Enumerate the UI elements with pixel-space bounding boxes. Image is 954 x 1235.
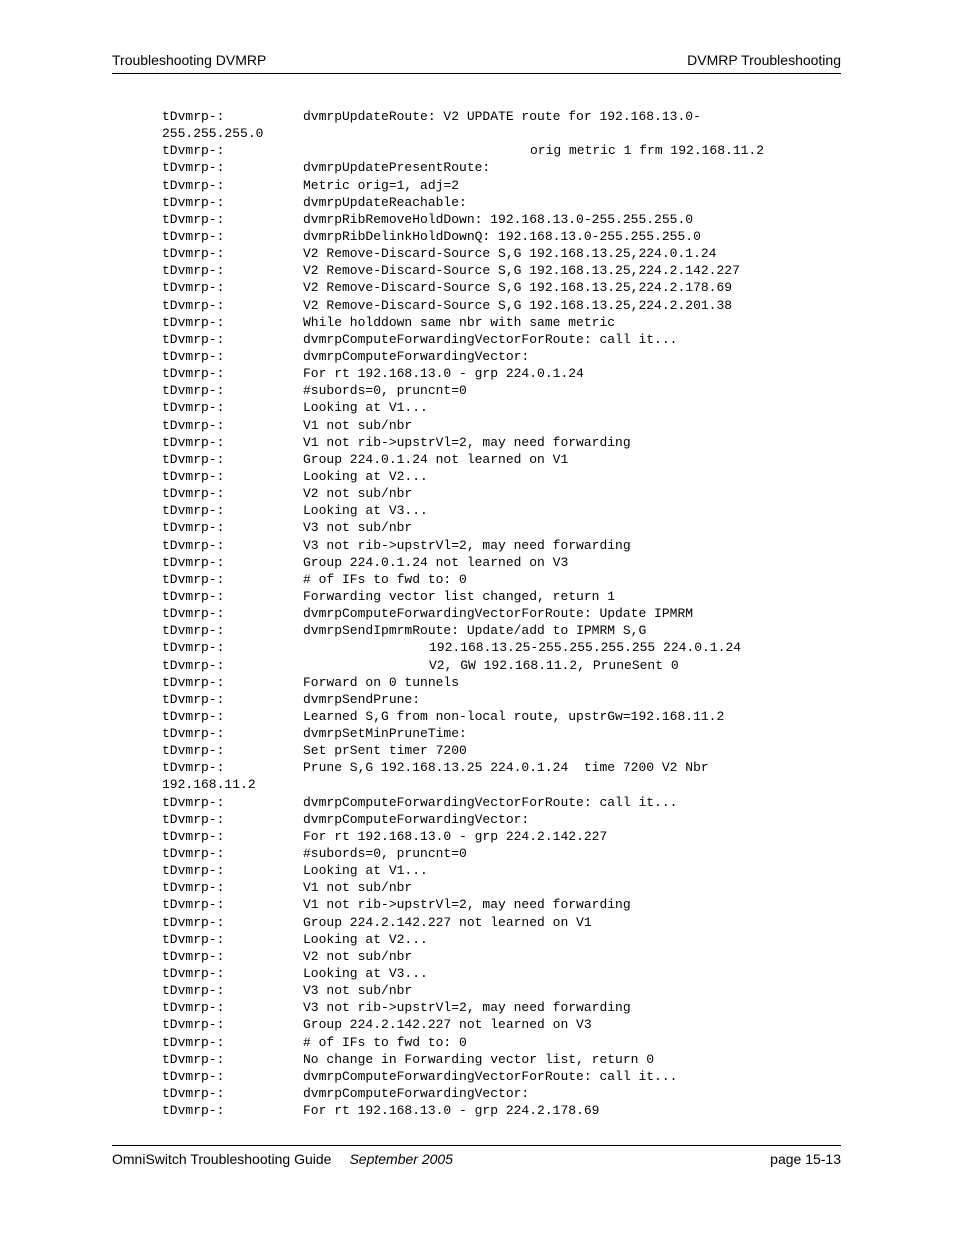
log-message: Set prSent timer 7200 [303, 743, 467, 759]
log-message: Metric orig=1, adj=2 [303, 177, 460, 193]
log-line [162, 211, 842, 228]
log-source: tDvmrp-: [162, 246, 225, 262]
log-source: tDvmrp-: [162, 674, 225, 690]
log-message: dvmrpRibRemoveHoldDown: 192.168.13.0-255.255.255.0 [303, 211, 694, 227]
log-source: tDvmrp-: [162, 846, 225, 862]
log-source: tDvmrp-: [162, 503, 225, 519]
log-message: Group 224.0.1.24 not learned on V1 [303, 451, 569, 467]
log-source: tDvmrp-: [162, 331, 225, 347]
log-line [162, 262, 842, 279]
log-source: tDvmrp-: [162, 1017, 225, 1033]
log-source: tDvmrp-: [162, 863, 225, 879]
log-line [162, 982, 842, 999]
log-line [162, 931, 842, 948]
log-source: tDvmrp-: [162, 451, 225, 467]
header-divider [112, 73, 841, 74]
log-message: V3 not rib->upstrVl=2, may need forwarding [303, 1000, 631, 1016]
log-message: orig metric 1 frm 192.168.11.2 [530, 143, 765, 159]
log-line [162, 279, 842, 296]
log-line [162, 434, 842, 451]
log-message: dvmrpUpdatePresentRoute: [303, 160, 491, 176]
log-message: #subords=0, pruncnt=0 [303, 846, 467, 862]
log-message: Prune S,G 192.168.13.25 224.0.1.24 time 7200 V2 Nbr [303, 760, 709, 776]
log-message: V2 Remove-Discard-Source S,G 192.168.13.25,224.2.142.227 [303, 263, 740, 279]
log-line [162, 811, 842, 828]
log-line [162, 571, 842, 588]
log-message: Learned S,G from non-local route, upstrGw=192.168.11.2 [303, 708, 725, 724]
log-message: While holddown same nbr with same metric [303, 314, 616, 330]
log-line [162, 331, 842, 348]
log-message: V1 not sub/nbr [303, 880, 413, 896]
log-source: tDvmrp-: [162, 657, 225, 673]
log-message: dvmrpSendIpmrmRoute: Update/add to IPMRM S,G [303, 623, 647, 639]
log-line [162, 194, 842, 211]
log-message: V1 not rib->upstrVl=2, may need forwarding [303, 897, 631, 913]
log-message: Looking at V1... [303, 400, 428, 416]
log-source: tDvmrp-: [162, 743, 225, 759]
log-source: tDvmrp-: [162, 486, 225, 502]
log-line [162, 742, 842, 759]
log-source: tDvmrp-: [162, 348, 225, 364]
log-line [162, 245, 842, 262]
log-message: dvmrpComputeForwardingVectorForRoute: call it... [303, 794, 678, 810]
log-line [162, 794, 842, 811]
log-line [162, 537, 842, 554]
log-message: dvmrpRibDelinkHoldDownQ: 192.168.13.0-255.255.255.0 [303, 228, 701, 244]
log-message: dvmrpSendPrune: [303, 691, 421, 707]
log-source: tDvmrp-: [162, 400, 225, 416]
log-source: tDvmrp-: [162, 314, 225, 330]
log-message: # of IFs to fwd to: 0 [303, 1034, 467, 1050]
log-line [162, 879, 842, 896]
log-message: V2 Remove-Discard-Source S,G 192.168.13.25,224.0.1.24 [303, 246, 717, 262]
log-line [162, 297, 842, 314]
log-source: tDvmrp-: [162, 983, 225, 999]
footer-divider [112, 1145, 841, 1146]
log-source: tDvmrp-: [162, 434, 225, 450]
log-source: tDvmrp-: [162, 211, 225, 227]
log-line [162, 828, 842, 845]
log-source: tDvmrp-: [162, 931, 225, 947]
log-message: Looking at V3... [303, 966, 428, 982]
log-line [162, 365, 842, 382]
log-line [162, 605, 842, 622]
log-message: dvmrpComputeForwardingVectorForRoute: call it... [303, 331, 678, 347]
log-source: tDvmrp-: [162, 228, 225, 244]
log-source: tDvmrp-: [162, 623, 225, 639]
log-message: Forward on 0 tunnels [303, 674, 460, 690]
log-line [162, 914, 842, 931]
log-message: V2 not sub/nbr [303, 948, 413, 964]
log-source: tDvmrp-: [162, 708, 225, 724]
log-line [162, 725, 842, 742]
log-line [162, 399, 842, 416]
log-source: tDvmrp-: [162, 1051, 225, 1067]
log-line [162, 657, 842, 674]
log-line [162, 177, 842, 194]
log-message: dvmrpComputeForwardingVectorForRoute: call it... [303, 1068, 678, 1084]
log-message: dvmrpComputeForwardingVector: [303, 1086, 530, 1102]
footer-guide-title: OmniSwitch Troubleshooting Guide [112, 1151, 332, 1167]
log-line [162, 451, 842, 468]
log-line [162, 639, 842, 656]
log-line [162, 485, 842, 502]
log-line [162, 776, 842, 793]
log-source: tDvmrp-: [162, 966, 225, 982]
log-source: tDvmrp-: [162, 691, 225, 707]
log-line [162, 965, 842, 982]
log-source: tDvmrp-: [162, 177, 225, 193]
log-source: tDvmrp-: [162, 297, 225, 313]
log-source: tDvmrp-: [162, 143, 225, 159]
page-footer [112, 1151, 841, 1171]
log-message: dvmrpComputeForwardingVector: [303, 348, 530, 364]
log-message: V1 not rib->upstrVl=2, may need forwarding [303, 434, 631, 450]
log-line [162, 691, 842, 708]
log-message: V2 Remove-Discard-Source S,G 192.168.13.25,224.2.178.69 [303, 280, 733, 296]
log-source: tDvmrp-: [162, 760, 225, 776]
log-message: Looking at V2... [303, 931, 428, 947]
footer-date: September 2005 [349, 1151, 453, 1167]
log-line [162, 228, 842, 245]
log-line [162, 125, 842, 142]
log-line [162, 417, 842, 434]
log-line [162, 468, 842, 485]
log-source: tDvmrp-: [162, 1000, 225, 1016]
log-line [162, 554, 842, 571]
log-message: dvmrpUpdateReachable: [303, 194, 467, 210]
log-line [162, 948, 842, 965]
log-source: tDvmrp-: [162, 794, 225, 810]
header-chapter-title: Troubleshooting DVMRP [112, 52, 267, 68]
log-message: Group 224.0.1.24 not learned on V3 [303, 554, 569, 570]
log-source: tDvmrp-: [162, 606, 225, 622]
log-source: tDvmrp-: [162, 417, 225, 433]
log-message: For rt 192.168.13.0 - grp 224.2.142.227 [303, 828, 608, 844]
log-source: tDvmrp-: [162, 280, 225, 296]
log-line [162, 142, 842, 159]
log-message: Group 224.2.142.227 not learned on V1 [303, 914, 592, 930]
log-message: dvmrpComputeForwardingVector: [303, 811, 530, 827]
log-line [162, 622, 842, 639]
log-line [162, 862, 842, 879]
log-line [162, 519, 842, 536]
log-line [162, 1051, 842, 1068]
log-source: tDvmrp-: [162, 109, 225, 124]
log-line [162, 348, 842, 365]
log-source: tDvmrp-: [162, 263, 225, 279]
log-message: V2, GW 192.168.11.2, PruneSent 0 [429, 657, 679, 673]
log-source: tDvmrp-: [162, 811, 225, 827]
log-source: tDvmrp-: [162, 1103, 225, 1119]
log-source: 255.255.255.0 [162, 126, 264, 142]
log-source: tDvmrp-: [162, 880, 225, 896]
page-header [112, 50, 841, 70]
log-line [162, 759, 842, 776]
log-line [162, 588, 842, 605]
log-line [162, 1085, 842, 1102]
log-source: tDvmrp-: [162, 520, 225, 536]
log-message: Looking at V2... [303, 468, 428, 484]
log-message: V2 Remove-Discard-Source S,G 192.168.13.25,224.2.201.38 [303, 297, 733, 313]
log-message: V3 not sub/nbr [303, 983, 413, 999]
log-source: tDvmrp-: [162, 194, 225, 210]
log-message: Looking at V1... [303, 863, 428, 879]
log-source: 192.168.11.2 [162, 777, 256, 793]
log-source: tDvmrp-: [162, 1086, 225, 1102]
log-message: For rt 192.168.13.0 - grp 224.2.178.69 [303, 1103, 600, 1119]
log-source: tDvmrp-: [162, 914, 225, 930]
log-line [162, 1068, 842, 1085]
log-line [162, 845, 842, 862]
log-message: #subords=0, pruncnt=0 [303, 383, 467, 399]
log-source: tDvmrp-: [162, 726, 225, 742]
header-section-title: DVMRP Troubleshooting [687, 52, 841, 68]
log-message: No change in Forwarding vector list, return 0 [303, 1051, 655, 1067]
log-message: V2 not sub/nbr [303, 486, 413, 502]
log-line [162, 674, 842, 691]
log-message: Looking at V3... [303, 503, 428, 519]
log-line [162, 896, 842, 913]
log-message: V1 not sub/nbr [303, 417, 413, 433]
log-message: dvmrpUpdateRoute: V2 UPDATE route for 192.168.13.0- [303, 109, 701, 124]
log-source: tDvmrp-: [162, 554, 225, 570]
footer-guide-info [112, 1151, 453, 1167]
log-source: tDvmrp-: [162, 948, 225, 964]
log-message: # of IFs to fwd to: 0 [303, 571, 467, 587]
log-message: 192.168.13.25-255.255.255.255 224.0.1.24 [429, 640, 742, 656]
log-source: tDvmrp-: [162, 160, 225, 176]
log-source: tDvmrp-: [162, 537, 225, 553]
footer-page-number: page 15-13 [770, 1151, 841, 1167]
log-line [162, 708, 842, 725]
log-source: tDvmrp-: [162, 1068, 225, 1084]
debug-log-listing [162, 108, 842, 1119]
log-message: Forwarding vector list changed, return 1 [303, 588, 616, 604]
log-line [162, 159, 842, 176]
log-source: tDvmrp-: [162, 897, 225, 913]
log-line [162, 1102, 842, 1119]
log-source: tDvmrp-: [162, 383, 225, 399]
log-source: tDvmrp-: [162, 640, 225, 656]
log-line [162, 314, 842, 331]
log-message: dvmrpComputeForwardingVectorForRoute: Update IPMRM [303, 606, 694, 622]
log-message: For rt 192.168.13.0 - grp 224.0.1.24 [303, 366, 584, 382]
log-line [162, 999, 842, 1016]
log-source: tDvmrp-: [162, 468, 225, 484]
log-line [162, 502, 842, 519]
log-line [162, 108, 842, 125]
log-source: tDvmrp-: [162, 366, 225, 382]
log-source: tDvmrp-: [162, 588, 225, 604]
log-message: V3 not rib->upstrVl=2, may need forwarding [303, 537, 631, 553]
log-message: V3 not sub/nbr [303, 520, 413, 536]
log-line [162, 1016, 842, 1033]
log-message: Group 224.2.142.227 not learned on V3 [303, 1017, 592, 1033]
log-line [162, 1034, 842, 1051]
log-source: tDvmrp-: [162, 828, 225, 844]
log-source: tDvmrp-: [162, 1034, 225, 1050]
log-message: dvmrpSetMinPruneTime: [303, 726, 467, 742]
log-line [162, 382, 842, 399]
log-source: tDvmrp-: [162, 571, 225, 587]
